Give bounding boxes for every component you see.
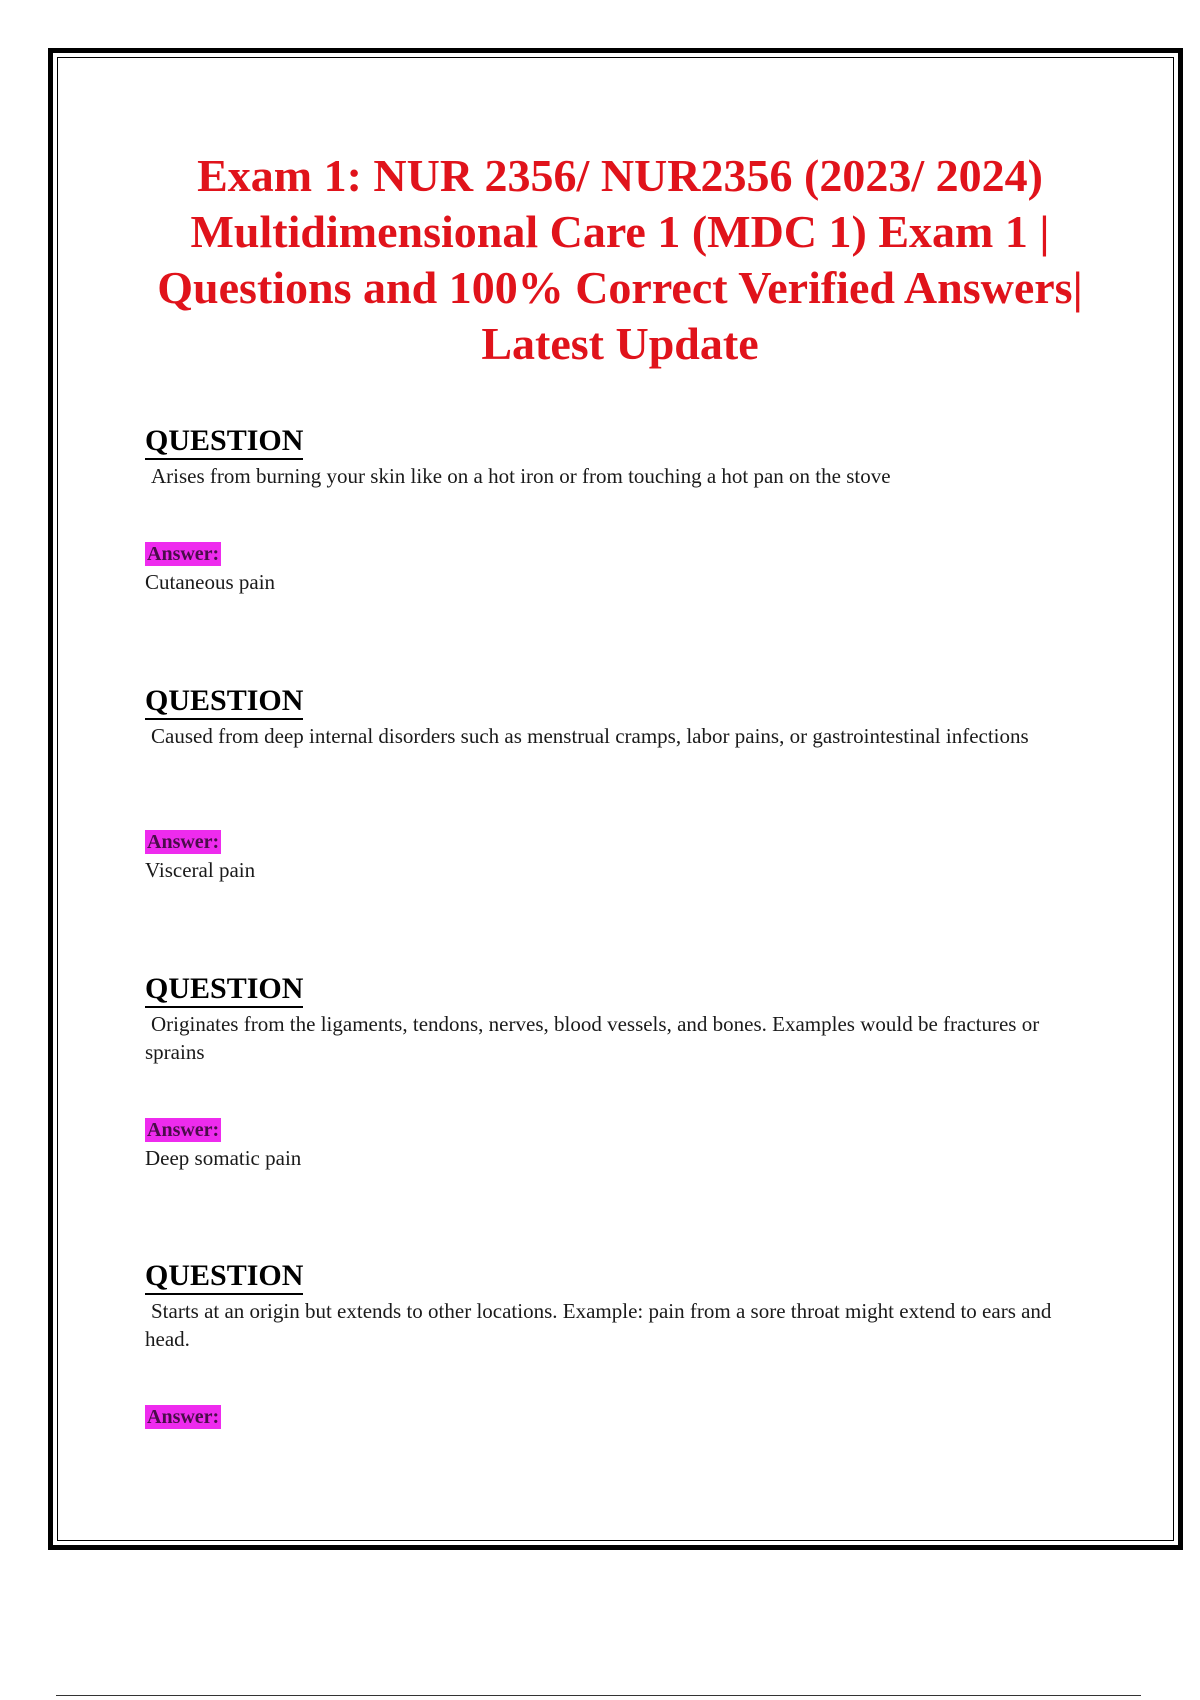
answer-label: Answer: xyxy=(147,1406,220,1428)
answer-section xyxy=(145,542,275,596)
question-text: Originates from the ligaments, tendons, nerves, blood vessels, and bones. Examples would be fractures or sprains xyxy=(145,1012,1040,1064)
answer-section xyxy=(145,1405,221,1431)
question-text: Caused from deep internal disorders such as menstrual cramps, labor pains, or gastrointestinal infections xyxy=(151,724,1029,748)
question-block-2 xyxy=(145,684,1085,882)
answer-label: Answer: xyxy=(147,1119,220,1141)
question-block-4 xyxy=(145,1259,1085,1428)
answer-section xyxy=(145,830,255,884)
footer-rule xyxy=(56,1695,1141,1696)
answer-label: Answer: xyxy=(147,543,220,565)
answer-label: Answer: xyxy=(147,831,220,853)
question-heading: QUESTION xyxy=(145,972,303,1008)
answer-text: Visceral pain xyxy=(145,858,256,882)
document-title: Exam 1: NUR 2356/ NUR2356 (2023/ 2024) Multidimensional Care 1 (MDC 1) Exam 1 | Questions and 100% Correct Verified Answers| Latest Update xyxy=(157,150,1083,369)
question-heading: QUESTION xyxy=(145,1259,303,1295)
question-heading: QUESTION xyxy=(145,424,303,460)
question-block-3 xyxy=(145,972,1085,1170)
answer-section xyxy=(145,1118,301,1172)
question-heading: QUESTION xyxy=(145,684,303,720)
answer-text: Cutaneous pain xyxy=(145,570,276,594)
question-text: Arises from burning your skin like on a hot iron or from touching a hot pan on the stove xyxy=(151,464,891,488)
answer-text: Deep somatic pain xyxy=(145,1146,302,1170)
question-block-1 xyxy=(145,424,1085,594)
question-text: Starts at an origin but extends to other locations. Example: pain from a sore throat might extend to ears and head. xyxy=(145,1299,1052,1351)
